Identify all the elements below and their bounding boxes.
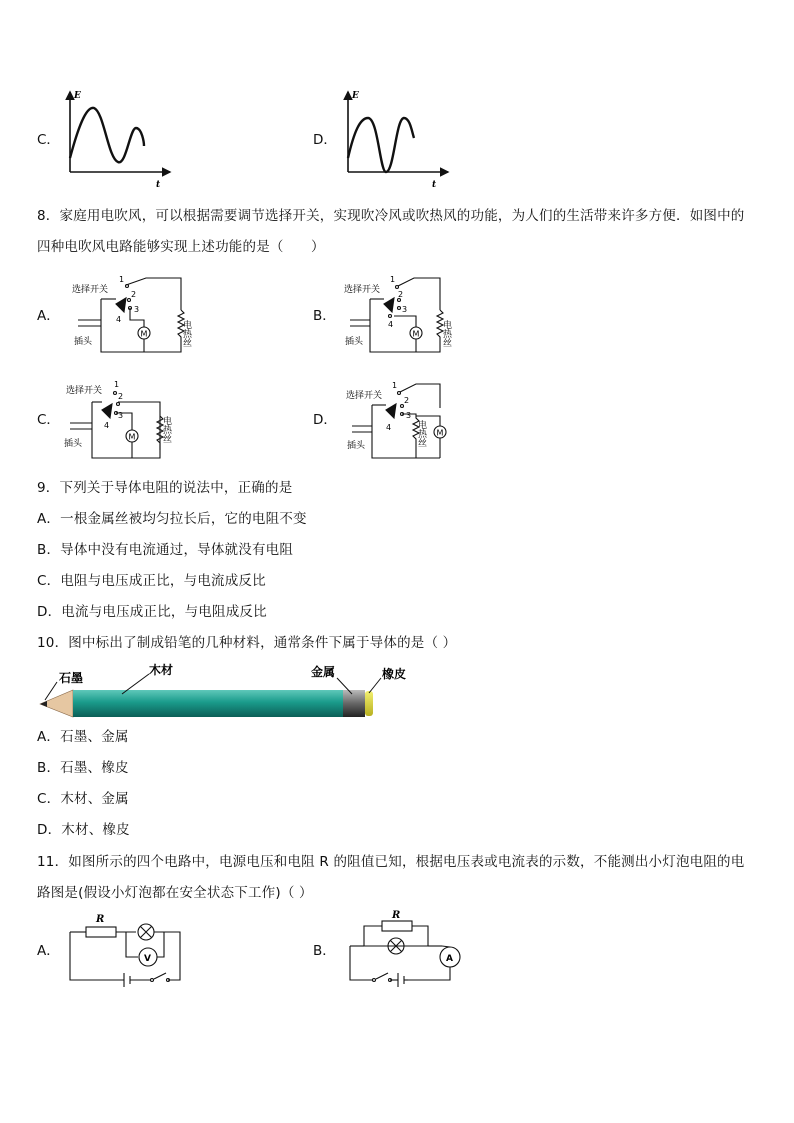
- q8-stem-line1: 8．家庭用电吹风，可以根据需要调节选择开关，实现吹冷风或吹热风的功能，为人们的生活带来许多方便．如图中的: [37, 208, 745, 224]
- pencil-eraser: [365, 691, 373, 716]
- q8b-n2: 2: [398, 290, 404, 299]
- q8c-plug-label: 插头: [64, 439, 83, 449]
- pencil-ferrule: [343, 690, 365, 717]
- q8c-switch-label: 选择开关: [66, 386, 103, 396]
- q8c-n2: 2: [118, 392, 124, 401]
- q11-stem-line2: 路图是(假设小灯泡都在安全状态下工作)（ ）: [37, 885, 313, 901]
- q7-option-d-letter: D．: [313, 132, 337, 148]
- q8d-n4: 4: [386, 423, 392, 432]
- q8a-switch-label: 选择开关: [72, 285, 109, 295]
- q8a-n2: 2: [131, 290, 137, 299]
- q11a-label-v: V: [144, 954, 151, 964]
- q11b-resistor: [382, 921, 412, 931]
- q10-label-graphite: 石墨: [59, 671, 84, 685]
- q10-pencil-figure: [37, 660, 417, 725]
- q8c-motor: M: [128, 432, 136, 442]
- q8-option-b-circuit: [342, 272, 472, 372]
- q11-option-b-letter: B．: [313, 943, 336, 959]
- q7-option-c-letter: C．: [37, 132, 60, 148]
- q8-option-d-circuit: [342, 378, 472, 473]
- q9-option-c: C．电阻与电压成正比，与电流成反比: [37, 573, 266, 589]
- q10-stem: 10．图中标出了制成铅笔的几种材料，通常条件下属于导体的是（ ）: [37, 635, 457, 651]
- q11-stem-line1: 11．如图所示的四个电路中，电源电压和电阻 R 的阻值已知，根据电压表或电流表的示数，不能测出小灯泡电阻的电: [37, 854, 745, 870]
- q8b-heater-label: 电热丝: [441, 320, 451, 347]
- q8a-heater-label: 电热丝: [181, 320, 191, 347]
- pencil-body: [73, 690, 343, 717]
- q8a-n3: 3: [134, 305, 140, 314]
- q7d-axis-e: E: [352, 91, 359, 101]
- q8d-heater-label: 电热丝: [416, 420, 426, 447]
- q8a-n4: 4: [116, 315, 122, 324]
- q7c-axis-e: E: [74, 91, 81, 101]
- q10-option-a: A．石墨、金属: [37, 729, 129, 745]
- q10-option-b: B．石墨、橡皮: [37, 760, 129, 776]
- q8b-n4: 4: [388, 320, 394, 329]
- q7-option-d-graph: [338, 88, 453, 188]
- q7-option-c-graph: [60, 88, 175, 188]
- q8c-n1: 1: [114, 380, 120, 389]
- q8b-motor: M: [412, 329, 420, 339]
- q9-option-a: A．一根金属丝被均匀拉长后，它的电阻不变: [37, 511, 307, 527]
- q10-label-metal: 金属: [311, 665, 336, 679]
- q11b-label-a: A: [446, 954, 453, 964]
- q8a-motor: M: [140, 329, 148, 339]
- q8b-n1: 1: [390, 275, 396, 284]
- q8-option-a-circuit: [66, 272, 196, 372]
- q8c-n4: 4: [104, 421, 110, 430]
- q11-option-a-circuit: [68, 910, 188, 990]
- q8-option-a-letter: A．: [37, 308, 60, 324]
- q11a-resistor: [86, 927, 116, 937]
- q8-stem-line2: 四种电吹风电路能够实现上述功能的是（ ）: [37, 239, 325, 255]
- q7d-axis-t: t: [432, 180, 437, 190]
- q11-option-a-letter: A．: [37, 943, 60, 959]
- q8-option-c-letter: C．: [37, 412, 60, 428]
- q9-option-b: B．导体中没有电流通过，导体就没有电阻: [37, 542, 294, 558]
- q8d-motor: M: [436, 428, 444, 438]
- q8b-plug-label: 插头: [345, 337, 364, 347]
- q8-option-b-letter: B．: [313, 308, 336, 324]
- q8a-n1: 1: [119, 275, 125, 284]
- q9-stem: 9．下列关于导体电阻的说法中，正确的是: [37, 480, 293, 496]
- q8c-n3: 3: [118, 411, 124, 420]
- q8-option-c-circuit: [64, 380, 194, 475]
- q10-option-c: C．木材、金属: [37, 791, 129, 807]
- q8d-n1: 1: [392, 381, 398, 390]
- q8-option-d-letter: D．: [313, 412, 337, 428]
- q8a-plug-label: 插头: [74, 337, 93, 347]
- q8b-switch-label: 选择开关: [344, 285, 381, 295]
- q8d-n2: 2: [404, 396, 410, 405]
- q8d-plug-label: 插头: [347, 441, 366, 451]
- q11-option-b-circuit: [346, 910, 471, 990]
- q7d-curve: [348, 118, 414, 172]
- q8c-heater-label: 电热丝: [161, 416, 171, 443]
- q11b-label-r: R: [392, 910, 401, 921]
- q10-label-wood: 木材: [149, 663, 174, 677]
- q7c-curve: [70, 108, 144, 162]
- q9-option-d: D．电流与电压成正比，与电阻成反比: [37, 604, 267, 620]
- q10-label-rubber: 橡皮: [382, 667, 407, 681]
- q8d-n3: 3: [406, 411, 412, 420]
- pencil-graphite-tip: [40, 701, 47, 707]
- q10-option-d: D．木材、橡皮: [37, 822, 130, 838]
- q8d-switch-label: 选择开关: [346, 391, 383, 401]
- q11a-label-r: R: [96, 914, 105, 925]
- q7c-axis-t: t: [156, 180, 161, 190]
- q8b-n3: 3: [402, 305, 408, 314]
